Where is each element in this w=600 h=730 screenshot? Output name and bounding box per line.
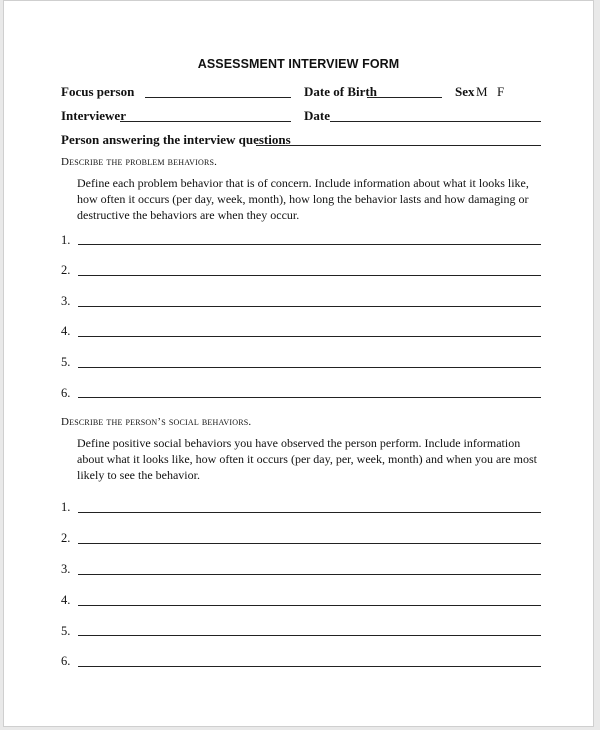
problem-item-line[interactable] [78, 275, 541, 276]
social-behaviors-description: Define positive social behaviors you have observed the person perform. Include information about what it looks like, how often it occurs (per day, per, week, month) and when you are most likely to see the behavior. [77, 436, 537, 482]
social-item-line[interactable] [78, 574, 541, 575]
problem-item-line[interactable] [78, 367, 541, 368]
date-of-birth-field[interactable] [367, 97, 442, 98]
date-label: Date [304, 108, 330, 123]
social-item-line[interactable] [78, 635, 541, 636]
social-item-number: 2. [61, 531, 71, 545]
focus-person-label: Focus person [61, 84, 135, 99]
problem-item-line[interactable] [78, 244, 541, 245]
form-title: ASSESSMENT INTERVIEW FORM [197, 57, 400, 71]
social-behaviors-heading: Describe the person’s social behaviors. [61, 416, 252, 428]
problem-item-number: 1. [61, 233, 71, 247]
problem-behaviors-description: Define each problem behavior that is of concern. Include information about what it looks like, how often it occurs (per day, week, month), how long the behavior lasts and how damaging or destructive the behaviors are when they occur. [77, 176, 529, 222]
problem-item-number: 2. [61, 263, 71, 277]
social-item-line[interactable] [78, 512, 541, 513]
problem-item-line[interactable] [78, 397, 541, 398]
date-of-birth-label: Date of Birth [304, 84, 377, 99]
problem-item-line[interactable] [78, 306, 541, 307]
social-item-number: 3. [61, 562, 71, 576]
date-field[interactable] [330, 121, 541, 122]
problem-item-line[interactable] [78, 336, 541, 337]
social-item-number: 5. [61, 624, 71, 638]
problem-item-number: 5. [61, 355, 71, 369]
person-answering-label: Person answering the interview questions [61, 132, 291, 147]
sex-label: Sex [455, 84, 475, 99]
interviewer-field[interactable] [120, 121, 291, 122]
social-item-line[interactable] [78, 666, 541, 667]
social-item-number: 6. [61, 654, 71, 668]
focus-person-field[interactable] [145, 97, 291, 98]
sex-option-m[interactable]: M [476, 84, 488, 99]
problem-item-number: 3. [61, 294, 71, 308]
problem-behaviors-heading: Describe the problem behaviors. [61, 156, 218, 168]
social-item-line[interactable] [78, 605, 541, 606]
problem-item-number: 6. [61, 386, 71, 400]
problem-item-number: 4. [61, 324, 71, 338]
social-item-number: 1. [61, 500, 71, 514]
interviewer-label: Interviewer [61, 108, 126, 123]
form-page [3, 0, 594, 727]
social-item-number: 4. [61, 593, 71, 607]
person-answering-field[interactable] [256, 145, 541, 146]
sex-option-f[interactable]: F [497, 84, 505, 99]
social-item-line[interactable] [78, 543, 541, 544]
